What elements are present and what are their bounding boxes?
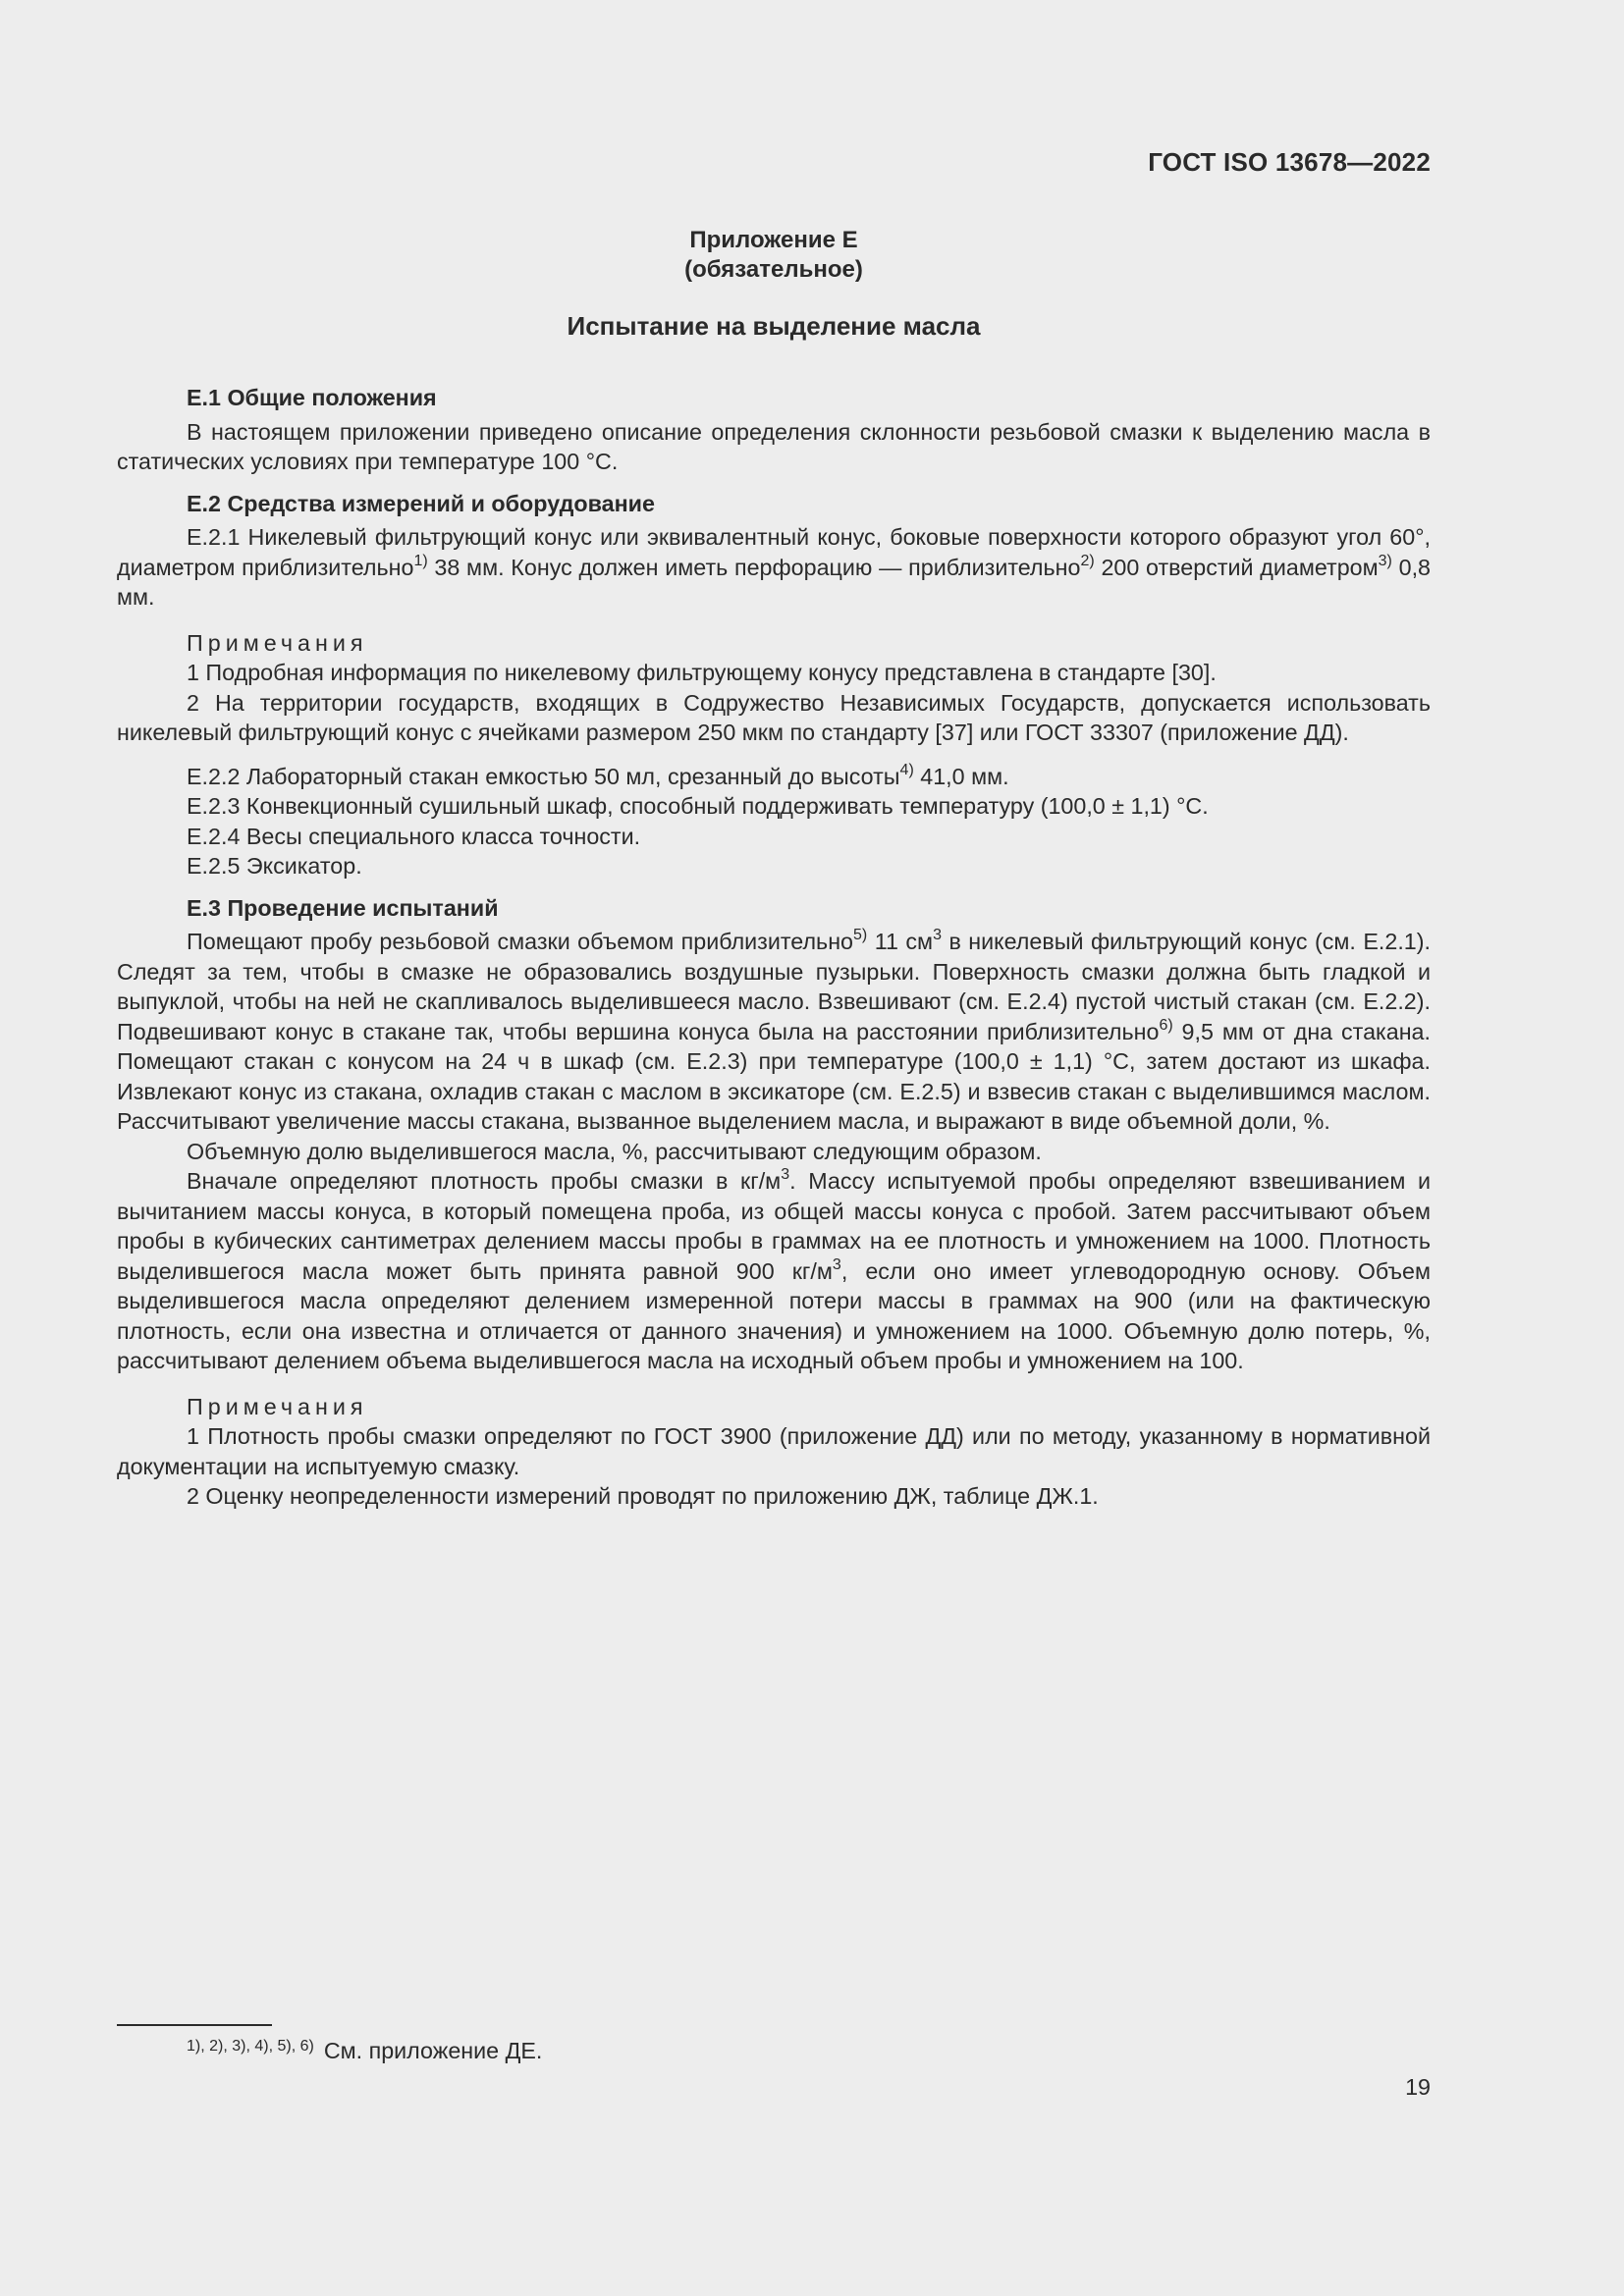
note-e2-2: 2 На территории государств, входящих в Содружество Независимых Государств, допускается использовать никелевый фильтрующий конус с ячейками размером 250 мкм по стандарту [37] или ГОСТ 33307 (приложение ДД). — [117, 689, 1431, 745]
standard-id: ГОСТ ISO 13678—2022 — [1148, 147, 1431, 177]
footnote-ref-4: 4) — [899, 761, 914, 778]
footnote-ref-5: 5) — [853, 927, 868, 943]
annex-status: (обязательное) — [684, 256, 863, 283]
footnote-separator — [117, 2024, 272, 2026]
note-e3-1: 1 Плотность пробы смазки определяют по ГОСТ 3900 (приложение ДД) или по методу, указанному в нормативной документации на испытуемую смазку. — [117, 1423, 1431, 1479]
section-e2-heading: Е.2 Средства измерений и оборудование — [187, 490, 655, 516]
footnote-ref-2: 2) — [1080, 552, 1095, 569]
e2-2-text-a: Е.2.2 Лабораторный стакан емкостью 50 мл, срезанный до высоты — [187, 763, 900, 789]
notes-heading-e3: Примечания — [187, 1393, 368, 1419]
e3-p1-text-d: 9,5 мм от дна стакана. Помещают стакан с конусом на 24 ч в шкаф (см. Е.2.3) при температуре (100,0 ± 1,1) °С, затем достают из шкафа. Извлекают конус из стакана, охладив стакан с маслом в эксикаторе (см. Е.2.5) и взвесив стакан с выделившимся маслом. Рассчитывают увеличение массы стакана, вызванное выделением масла, и выражают в виде объемной доли, %. — [117, 1018, 1431, 1134]
e3-p3-text-a: Вначале определяют плотность пробы смазки в кг/м — [187, 1168, 782, 1194]
section-e3-heading: Е.3 Проведение испытаний — [187, 894, 499, 921]
superscript-cube: 3 — [933, 927, 942, 943]
superscript-cube: 3 — [832, 1255, 841, 1273]
footnote-text: См. приложение ДЕ. — [323, 2038, 543, 2063]
e3-p1-text-b: 11 см — [867, 929, 934, 954]
e2-1-text-a: Е.2.1 Никелевый фильтрующий конус или эквивалентный конус, боковые поверхности которого образуют угол 60°, диаметром приблизительно — [117, 524, 1431, 580]
e2-2-text-b: 41,0 мм. — [913, 763, 1009, 789]
section-e2-4-paragraph: Е.2.4 Весы специального класса точности. — [187, 823, 641, 849]
e3-p3-text-c: , если оно имеет углеводородную основу. Объем выделившегося масла определяют делением измеренной потери массы в граммах на 900 (или на фактическую плотность, если она известна и отличается от данного значения) и умножением на 1000. Объемную долю потерь, %, рассчитывают делением объема выделившегося масла на исходный объем пробы и умножением на 100. — [117, 1257, 1431, 1373]
e3-p1-text-c: в никелевый фильтрующий конус (см. Е.2.1). Следят за тем, чтобы в смазке не образовались воздушные пузырьки. Поверхность смазки должна быть гладкой и выпуклой, чтобы на ней не скапливалось выделившееся масло. Взвешивают (см. Е.2.4) пустой чистый стакан (см. Е.2.2). Подвешивают конус в стакане так, чтобы вершина конуса была на расстоянии приблизительно — [117, 929, 1431, 1044]
footnote-marks: 1), 2), 3), 4), 5), 6) — [187, 2038, 314, 2055]
annex-title: Приложение Е — [689, 227, 858, 253]
notes-heading-e2: Примечания — [187, 629, 368, 656]
superscript-cube: 3 — [781, 1166, 790, 1183]
footnote — [187, 2032, 542, 2065]
e3-p3-text-b: . Массу испытуемой пробы определяют взвешиванием и вычитанием массы конуса, в который помещена проба, из общей массы конуса с пробой. Затем рассчитывают объем пробы в кубических сантиметрах делением массы пробы в граммах на ее плотность и умножением на 1000. Плотность выделившегося масла может быть принята равной 900 кг/м — [117, 1168, 1431, 1284]
section-e3-paragraph-2: Объемную долю выделившегося масла, %, рассчитывают следующим образом. — [187, 1138, 1042, 1164]
section-e2-3-paragraph: Е.2.3 Конвекционный сушильный шкаф, способный поддерживать температуру (100,0 ± 1,1) °С. — [187, 793, 1209, 819]
footnote-ref-6: 6) — [1159, 1016, 1173, 1034]
e2-1-text-c: 200 отверстий диаметром — [1094, 554, 1379, 580]
e2-1-text-b: 38 мм. Конус должен иметь перфорацию — приблизительно — [427, 554, 1081, 580]
annex-name: Испытание на выделение масла — [567, 311, 981, 341]
footnote-ref-3: 3) — [1378, 552, 1392, 569]
section-e1-text: В настоящем приложении приведено описание определения склонности резьбовой смазки к выделению масла в статических условиях при температуре 100 °С. — [117, 418, 1431, 474]
e3-p1-text-a: Помещают пробу резьбовой смазки объемом приблизительно — [187, 929, 854, 954]
section-e3-paragraph-1 — [117, 927, 1431, 1137]
note-e2-1: 1 Подробная информация по никелевому фильтрующему конусу представлена в стандарте [30]. — [187, 660, 1217, 685]
footnote-ref-1: 1) — [413, 552, 428, 569]
e2-1-text-d: 0,8 мм. — [117, 554, 1432, 610]
section-e2-1-paragraph — [117, 522, 1431, 613]
section-e1-heading: Е.1 Общие положения — [187, 385, 437, 410]
note-e3-2: 2 Оценку неопределенности измерений проводят по приложению ДЖ, таблице ДЖ.1. — [187, 1483, 1099, 1509]
page-content — [117, 226, 1431, 1512]
section-e2-5-paragraph: Е.2.5 Эксикатор. — [187, 853, 362, 879]
section-e3-paragraph-3 — [117, 1166, 1431, 1376]
section-e2-2-paragraph — [117, 762, 1431, 792]
page-number: 19 — [1405, 2074, 1431, 2100]
